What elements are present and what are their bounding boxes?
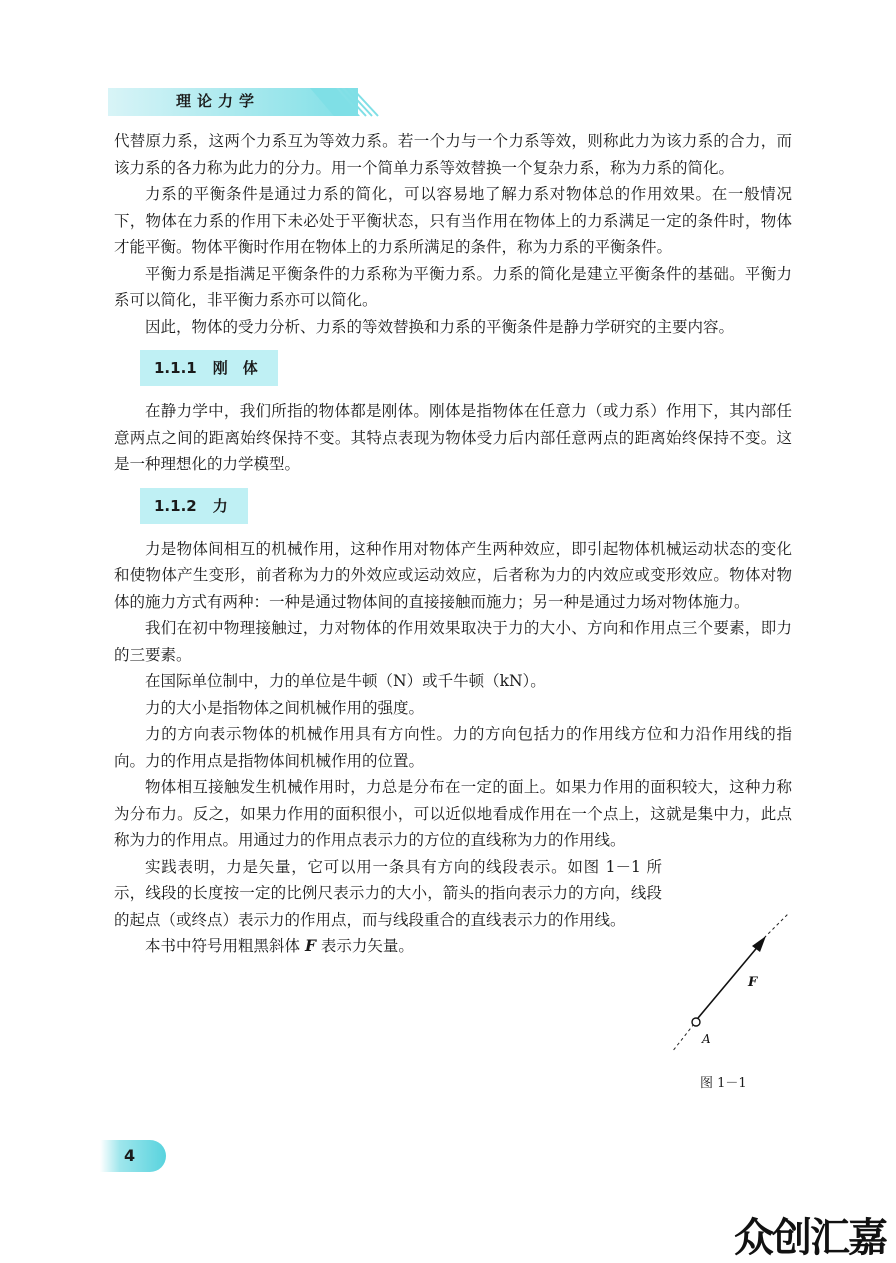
figure-caption: 图 1－1 xyxy=(700,1076,747,1091)
paragraph: 物体相互接触发生机械作用时，力总是分布在一定的面上。如果力作用的面积较大，这种力称为分布力。反之，如果力作用的面积很小，可以近似地看成作用在一个点上，这就是集中力，此点称为力的作用点。用通过力的作用点表示力的方位的直线称为力的作用线。 xyxy=(114,778,792,849)
running-header-title: 理论力学 xyxy=(176,92,261,110)
main-text xyxy=(114,128,792,960)
point-label: A xyxy=(702,1032,711,1046)
section-number: 1.1.2 xyxy=(154,496,197,515)
header-stripes xyxy=(310,88,382,118)
paragraph: 力的大小是指物体之间机械作用的强度。 xyxy=(145,698,425,717)
section-heading-rigid-body xyxy=(140,350,278,386)
paragraph: 实践表明，力是矢量，它可以用一条具有方向的线段表示。如图 1－1 所示，线段的长度按一定的比例尺表示力的大小，箭头的指向表示力的方向，线段的起点（或终点）表示力的作用点，而与线段重合的直线表示力的作用线。 xyxy=(114,857,662,929)
paragraph: 在国际单位制中，力的单位是牛顿（N）或千牛顿（kN）。 xyxy=(145,672,546,690)
text-span: 本书中符号用粗黑斜体 xyxy=(145,937,305,955)
force-label: F xyxy=(748,975,758,990)
page-number: 4 xyxy=(124,1146,136,1165)
text-span: 表示力矢量。 xyxy=(315,937,414,955)
paragraph: 在静力学中，我们所指的物体都是刚体。刚体是指物体在任意力（或力系）作用下，其内部任意两点之间的距离始终保持不变。其特点表现为物体受力后内部任意两点的距离始终保持不变。这是一种理想化的力学模型。 xyxy=(114,402,792,473)
application-point xyxy=(692,1018,700,1026)
section-number: 1.1.1 xyxy=(154,359,197,377)
vector-symbol: F xyxy=(304,936,316,955)
arrowhead-icon xyxy=(752,936,766,952)
section-title: 刚 体 xyxy=(212,359,258,377)
paragraph: 因此，物体的受力分析、力系的等效替换和力系的平衡条件是静力学研究的主要内容。 xyxy=(145,317,735,336)
line-of-action-upper xyxy=(764,914,788,938)
line-of-action-lower xyxy=(672,1024,694,1052)
paragraph: 我们在初中物理接触过，力对物体的作用效果取决于力的大小、方向和作用点三个要素，即力的三要素。 xyxy=(114,619,792,664)
watermark-logo: 众创汇嘉 xyxy=(734,1215,886,1261)
force-vector-figure xyxy=(668,912,792,1060)
paragraph: 平衡力系是指满足平衡条件的力系称为平衡力系。力系的简化是建立平衡条件的基础。平衡力系可以简化，非平衡力系亦可以简化。 xyxy=(114,264,792,309)
figure-text-column xyxy=(114,854,662,960)
section-heading-force xyxy=(140,488,248,524)
paragraph: 力系的平衡条件是通过力系的简化，可以容易地了解力系对物体总的作用效果。在一般情况下，物体在力系的作用下未必处于平衡状态，只有当作用在物体上的力系满足一定的条件时，物体才能平衡。物体平衡时作用在物体上的力系所满足的条件，称为力系的平衡条件。 xyxy=(114,185,792,256)
paragraph-vector-notation xyxy=(114,933,662,960)
paragraph: 力是物体间相互的机械作用，这种作用对物体产生两种效应，即引起物体机械运动状态的变化和使物体产生变形，前者称为力的外效应或运动效应，后者称为力的内效应或变形效应。物体对物体的施力方式有两种：一种是通过物体间的直接接触而施力；另一种是通过力场对物体施力。 xyxy=(114,539,792,611)
section-title: 力 xyxy=(212,496,228,515)
paragraph: 力的方向表示物体的机械作用具有方向性。力的方向包括力的作用线方位和力沿作用线的指向。力的作用点是指物体间机械作用的位置。 xyxy=(114,725,792,770)
paragraph: 代替原力系，这两个力系互为等效力系。若一个力与一个力系等效，则称此力为该力系的合力，而该力系的各力称为此力的分力。用一个简单力系等效替换一个复杂力系，称为力系的简化。 xyxy=(114,132,792,177)
